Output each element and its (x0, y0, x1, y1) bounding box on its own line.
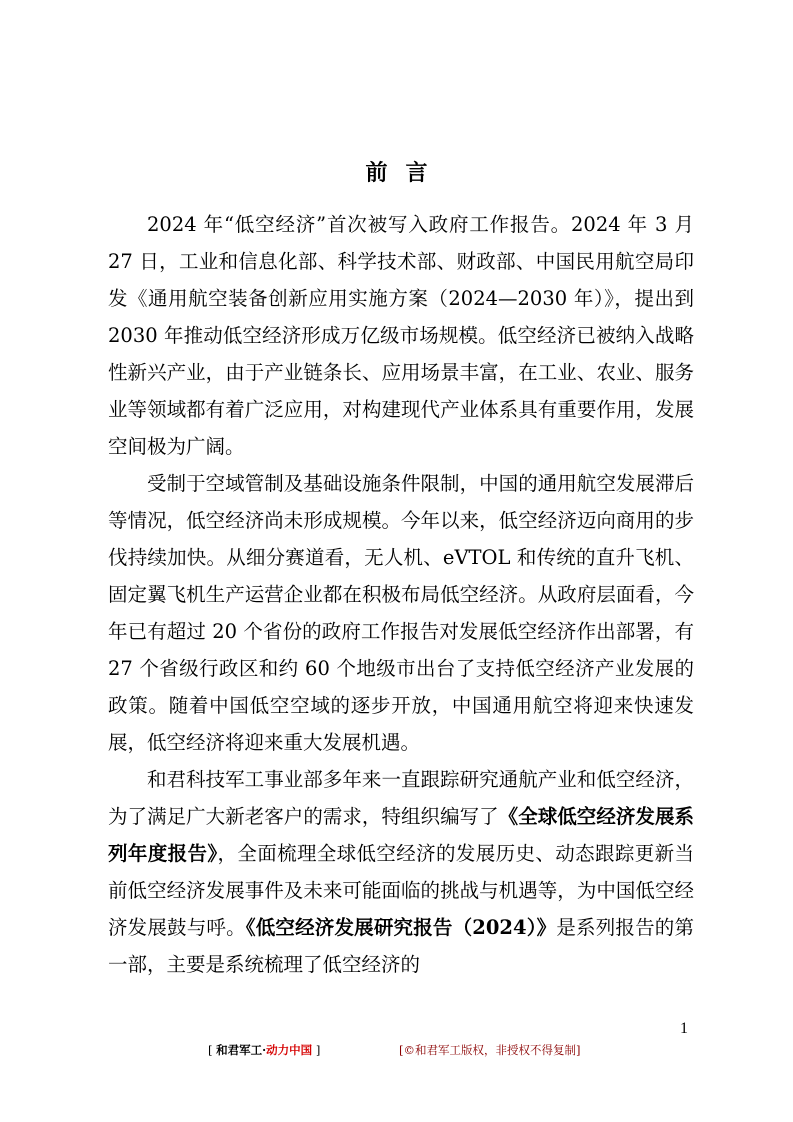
paragraph (108, 465, 694, 761)
report-title: 《低空经济发展研究报告（2024）》 (245, 916, 557, 939)
footer-bracket-open: [ (208, 1043, 217, 1057)
paragraph-text: 是系列报告的第一部，主要是系统梳理了低空经济的 (108, 916, 694, 976)
paragraph (108, 761, 694, 983)
paragraph-text: 受制于空域管制及基础设施条件限制，中国的通用航空发展滞后等情况，低空经济尚未形成规模。今年以来，低空经济迈向商用的步伐持续加快。从细分赛道看，无人机、eVTOL 和传统的直升飞机、固定翼飞机生产运营企业都在积极布局低空经济。从政府层面看，今年已有超过 20 个省份的政府工作报告对发展低空经济作出部署，有 27 个省级行政区和约 60 个地级市出台了支持低空经济产业发展的政策。随着中国低空空域的逐步开放，中国通用航空将迎来快速发展，低空经济将迎来重大发展机遇。 (108, 472, 694, 754)
paragraph-text: ，全面梳理全球低空经济的发展历史、动态跟踪更新当前低空经济发展事件及未来可能面临的挑战与机遇等，为中国低空经济发展鼓与呼。 (108, 842, 694, 939)
body-text (108, 206, 694, 983)
paragraph-text: 和君科技军工事业部多年来一直跟踪研究通航产业和低空经济，为了满足广大新老客户的需求，特组织编写了 (108, 768, 694, 828)
paragraph-text: 2024 年“低空经济”首次被写入政府工作报告。2024 年 3 月 27 日，工业和信息化部、科学技术部、财政部、中国民用航空局印发《通用航空装备创新应用实施方案（2024—2030 年）》，提出到 2030 年推动低空经济形成万亿级市场规模。低空经济已被纳入战略性新兴产业，由于产业链条长、应用场景丰富，在工业、农业、服务业等领域都有着广泛应用，对构建现代产业体系具有重要作用，发展空间极为广阔。 (108, 213, 694, 458)
footer-brand: 和君军工 (216, 1043, 263, 1057)
page-title: 前言 (365, 160, 446, 186)
page-footer (0, 1040, 793, 1060)
footer-slogan: 动力中国 (266, 1043, 313, 1057)
footer-separator: · (262, 1043, 267, 1057)
paragraph (108, 206, 694, 465)
footer-brand-block (208, 1040, 320, 1060)
footer-bracket-close: ] (312, 1043, 321, 1057)
report-series-title: 《全球低空经济发展系列年度报告》 (108, 805, 694, 865)
footer-copyright: [©和君军工版权，非授权不得复制] (399, 1043, 581, 1057)
page-number: 1 (680, 1020, 688, 1037)
